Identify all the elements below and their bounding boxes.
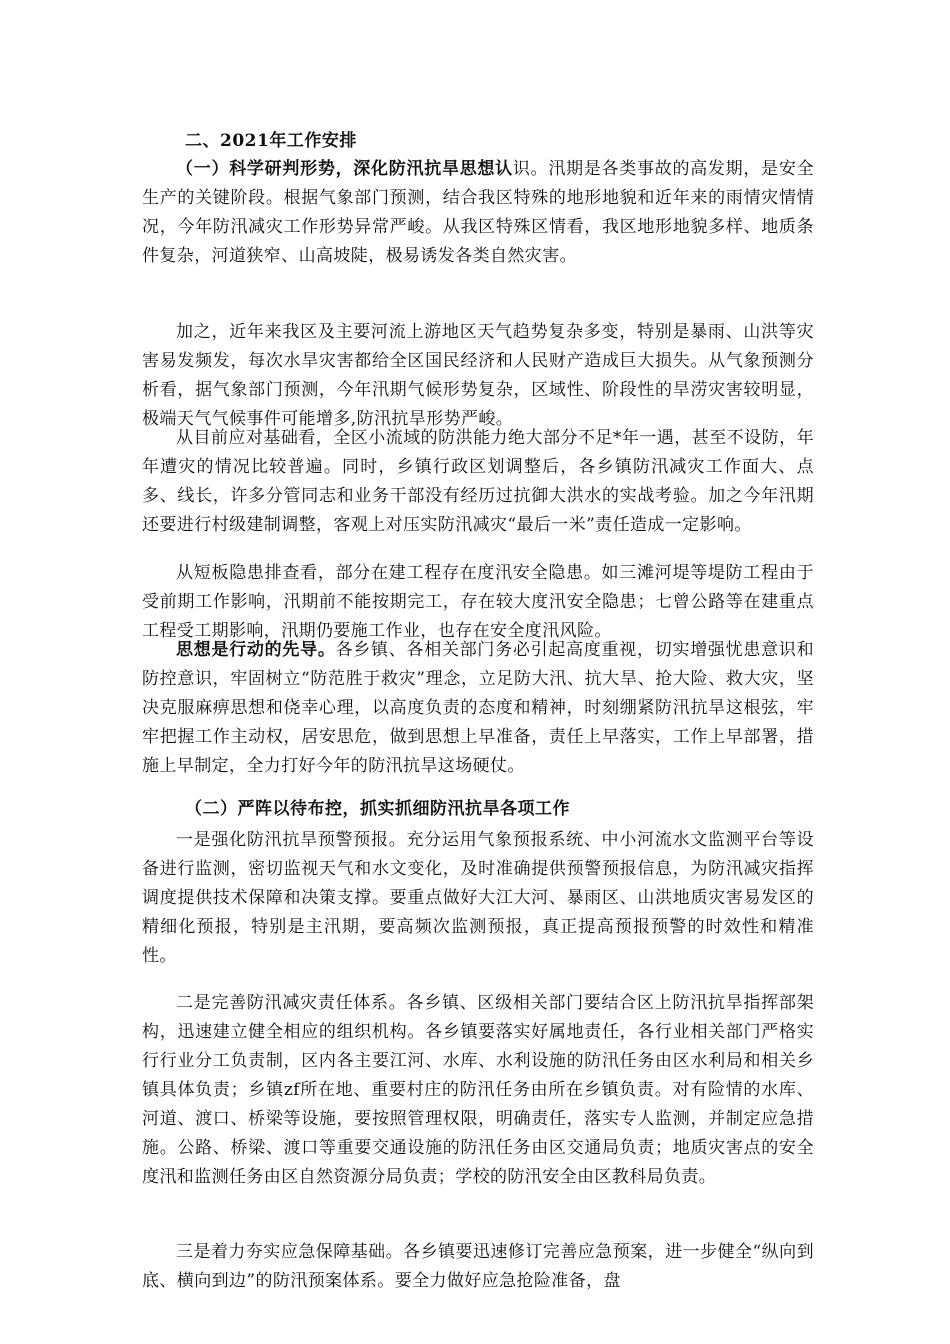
part1-heading: （一）科学研判形势，深化防汛抗旱思想认 bbox=[176, 159, 513, 179]
paragraph-5 bbox=[142, 636, 814, 781]
section-title: 二、2021年工作安排 bbox=[185, 131, 357, 151]
part2-heading: （二）严阵以待布控，抓实抓细防汛抗旱各项工作 bbox=[185, 799, 570, 819]
part1-text: 识。汛期是各类事故的高发期，是安全生产的关键阶段。根据气象部门预测，结合我区特殊的地形地貌和近年来的雨情灾情情况，今年防汛减灾工作形势异常严峻。从我区特殊区情看，我区地形地貌多样、地质条件复杂，河道狭窄、山高坡陡，极易诱发各类自然灾害。 bbox=[142, 159, 814, 266]
para5-text: 各乡镇、各相关部门务必引起高度重视，切实增强忧患意识和防控意识，牢固树立“防范胜于救灾”理念，立足防大汛、抗大旱、抢大险、救大灾，坚决克服麻痹思想和侥幸心理，以高度负责的态度和精神，时刻绷紧防汛抗旱这根弦，牢牢把握工作主动权，居安思危，做到思想上早准备，责任上早落实，工作上早部署，措施上早制定，全力打好今年的防汛抗旱这场硬仗。 bbox=[142, 640, 814, 776]
paragraph-7: 二是完善防汛减灾责任体系。各乡镇、区级相关部门要结合区上防汛抗旱指挥部架构，迅速建立健全相应的组织机构。各乡镇要落实好属地责任，各行业相关部门严格实行行业分工负责制，区内各主要江河、水库、水利设施的防汛任务由区水利局和相关乡镇具体负责；乡镇zf所在地、重要村庄的防汛任务由所在乡镇负责。对有险情的水库、河道、渡口、桥梁等设施，要按照管理权限，明确责任，落实专人监测，并制定应急措施。公路、桥梁、渡口等重要交通设施的防汛任务由区交通局负责；地质灾害点的安全度汛和监测任务由区自然资源分局负责；学校的防汛安全由区教科局负责。 bbox=[142, 993, 814, 1187]
paragraph-3: 从目前应对基础看，全区小流域的防洪能力绝大部分不足*年一遇，甚至不设防，年年遭灾的情况比较普遍。同时，乡镇行政区划调整后，各乡镇防汛减灾工作面大、点多、线长，许多分管同志和业务干部没有经历过抗御大洪水的实战考验。加之今年汛期还要进行村级建制调整，客观上对压实防汛减灾“最后一米”责任造成一定影响。 bbox=[142, 428, 814, 535]
paragraph-2: 加之，近年来我区及主要河流上游地区天气趋势复杂多变，特别是暴雨、山洪等灾害易发频发，每次水旱灾害都给全区国民经济和人民财产造成巨大损失。从气象预测分析看，据气象部门预测，今年汛期气候形势复杂，区域性、阶段性的旱涝灾害较明显，极端天气气候事件可能增多,防汛抗旱形势严峻。 bbox=[142, 322, 814, 429]
paragraph-4: 从短板隐患排查看，部分在建工程存在度汛安全隐患。如三滩河堤等堤防工程由于受前期工作影响，汛期前不能按期完工，存在较大度汛安全隐患；七曾公路等在建重点工程受工期影响，汛期仍要施工作业，也存在安全度汛风险。 bbox=[142, 563, 814, 641]
paragraph-part1 bbox=[142, 155, 814, 271]
para5-lead: 思想是行动的先导。 bbox=[176, 640, 336, 660]
paragraph-6: 一是强化防汛抗旱预警预报。充分运用气象预报系统、中小河流水文监测平台等设备进行监测，密切监视天气和水文变化，及时准确提供预警预报信息，为防汛减灾指挥调度提供技术保障和决策支撑。要重点做好大江大河、暴雨区、山洪地质灾害易发区的精细化预报，特别是主汛期，要高频次监测预报，真正提高预报预警的时效性和精准性。 bbox=[142, 830, 814, 966]
paragraph-8: 三是着力夯实应急保障基础。各乡镇要迅速修订完善应急预案，进一步健全“纵向到底、横向到边”的防汛预案体系。要全力做好应急抢险准备，盘 bbox=[142, 1242, 814, 1291]
